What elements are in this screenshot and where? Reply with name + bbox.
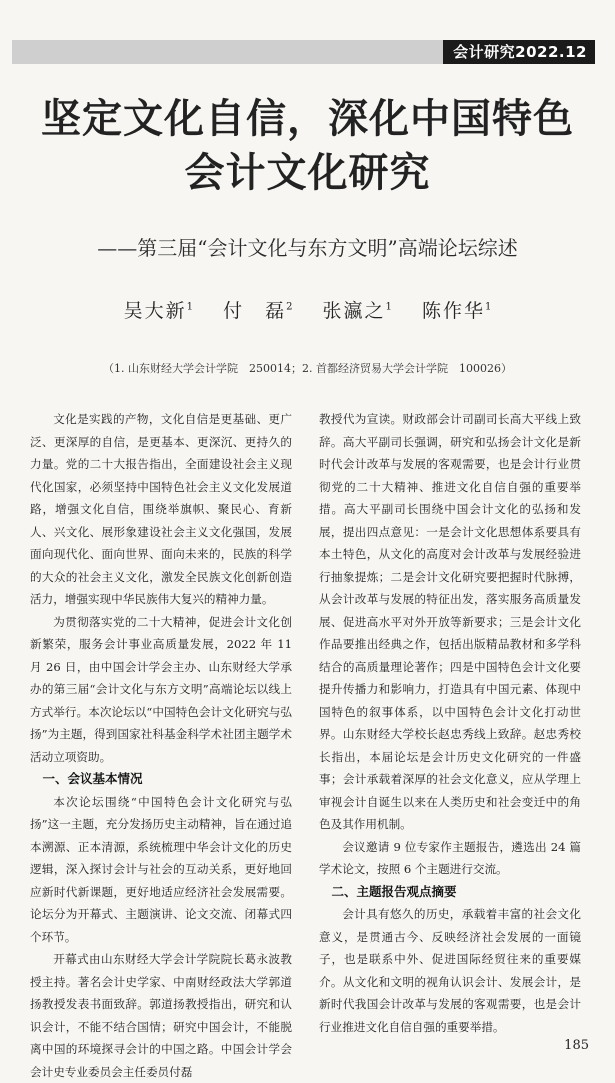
body-column-right [319, 408, 581, 1038]
page-number: 185 [564, 1038, 589, 1053]
author: 陈作华$^1$ [421, 300, 492, 322]
article-subtitle: ——第三届“会计文化与东方文明”高端论坛综述 [97, 236, 518, 260]
title-line-2: 会计文化研究 [184, 150, 431, 196]
section-heading: 二、主题报告观点摘要 [331, 883, 457, 899]
paragraph: 教授代为宣读。财政部会计司副司长高大平线上致辞。高大平副司长强调，研究和弘扬会计文化是新时代会计改革与发展的客观需要，也是会计行业贯彻党的二十大精神、推进文化自信自强的重要举措。高大平副司长围绕中国会计文化的弘扬和发展，提出四点意见：一是会计文化思想体系要具有本土特色，从文化的高度对会计改革与发展经验进行抽象提炼；二是会计文化研究要把握时代脉搏，从会计改革与发展的特征出发，落实服务高质量发展、促进高水平对外开放等新要求；三是会计文化作品要推出经典之作，包括出版精品教材和多学科结合的高质量理论著作；四是中国特色会计文化要提升传播力和影响力，打造具有中国元素、体现中国特色的叙事体系，以中国特色会计文化打动世界。山东财经大学校长赵忠秀线上致辞。赵忠秀校长指出，本届论坛是会计历史文化研究的一件盛事；会计承载着深厚的社会文化意义，应从学理上审视会计自诞生以来在人类历史和社会变迁中的角色及其作用机制。 [319, 412, 581, 831]
paragraph: 为贯彻落实党的二十大精神，促进会计文化创新繁荣，服务会计事业高质量发展，2022 年 11 月 26 日，由中国会计学会主办、山东财经大学承办的第三届“会计文化与东方文明”高端论坛以线上方式举行。本次论坛以“中国特色会计文化研究与弘扬”为主题，得到国家社科基金科学术社团主题学术活动立项资助。 [30, 614, 292, 764]
paragraph: 文化是实践的产物，文化自信是更基础、更广泛、更深厚的自信，是更基本、更深沉、更持久的力量。党的二十大报告指出，全面建设社会主义现代化国家，必须坚持中国特色社会主义文化发展道路，增强文化自信，围绕举旗帜、聚民心、育新人、兴文化、展形象建设社会主义文化强国，发展面向现代化、面向世界、面向未来的，民族的科学的大众的社会主义文化，激发全民族文化创新创造活力，增强实现中华民族伟大复兴的精神力量。 [30, 412, 292, 606]
author: 吴大新$^1$ [123, 300, 194, 322]
affiliations: （1. 山东财经大学会计学院 250014；2. 首都经济贸易大学会计学院 100026） [103, 362, 512, 375]
author: 付 磊$^2$ [223, 300, 293, 322]
author: 张瀛之$^1$ [322, 300, 392, 322]
author-list [0, 296, 615, 323]
section-heading: 一、会议基本情况 [42, 771, 143, 786]
article-title [0, 92, 615, 200]
paragraph: 会议邀请 9 位专家作主题报告，遴选出 24 篇学术论文，按照 6 个主题进行交流。 [319, 839, 581, 876]
title-line-1: 坚定文化自信，深化中国特色 [41, 96, 574, 142]
body-column-left [30, 408, 292, 1083]
paragraph: 开幕式由山东财经大学会计学院院长葛永波教授主持。著名会计史学家、中南财经政法大学郭道扬教授发表书面致辞。郭道扬教授指出，研究和认识会计，不能不结合国情；研究中国会计，不能脱离中国的环境探寻会计的中国之路。中国会计学会会计史专业委员会主任委员付磊 [30, 952, 292, 1079]
journal-issue-tag: 会计研究2022.12 [443, 40, 595, 64]
paragraph: 本次论坛围绕“中国特色会计文化研究与弘扬”这一主题，充分发扬历史主动精神，旨在通过追本溯源、正本清源，系统梳理中华会计文化的历史逻辑，深入探讨会计与社会的互动关系，更好地回应新时代新课题，更好地适应经济社会发展需要。论坛分为开幕式、主题演讲、论文交流、闭幕式四个环节。 [30, 794, 292, 944]
paragraph: 会计具有悠久的历史，承载着丰富的社会文化意义，是贯通古今、反映经济社会发展的一面镜子，也是联系中外、促进国际经贸往来的重要媒介。从文化和文明的视角认识会计、发展会计，是新时代我国会计改革与发展的客观需要，也是会计行业推进文化自信自强的重要举措。 [319, 907, 581, 1034]
header-band [12, 40, 595, 64]
